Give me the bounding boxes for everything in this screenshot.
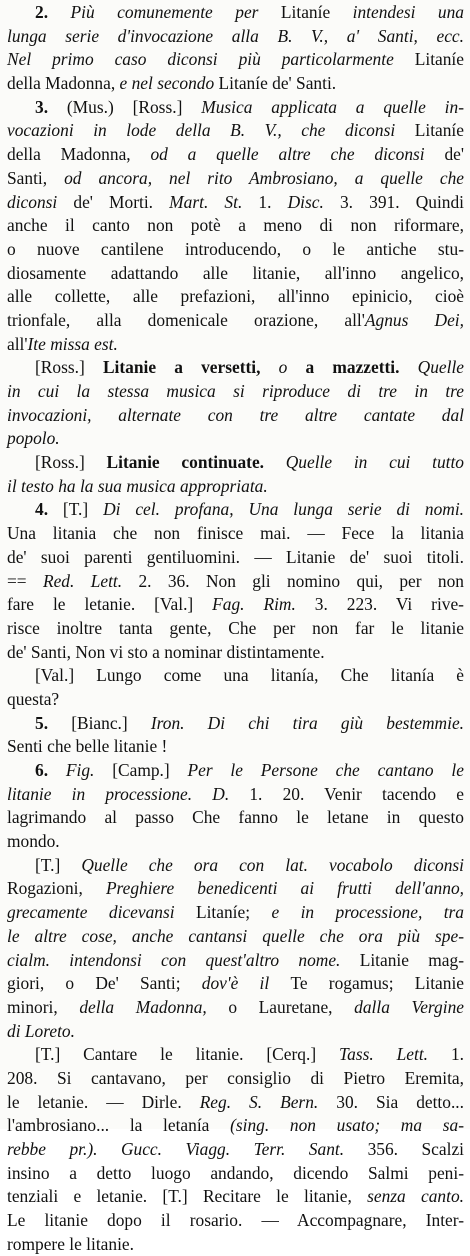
text-segment: insino a detto luogo andando, dicendo Salmi peni- bbox=[7, 1162, 464, 1183]
text-segment: lunga serie d'invocazione alla B. V., a' Santi, ecc. bbox=[7, 25, 464, 46]
text-segment: de' Morti. bbox=[73, 191, 170, 212]
text-segment: e nel secondo bbox=[119, 73, 219, 94]
text-segment: Musica applicata a quelle in- bbox=[201, 96, 464, 117]
text-line bbox=[7, 25, 464, 49]
text-line bbox=[7, 262, 464, 286]
text-segment: le altre cose, anche cantansi quelle che ora più spe- bbox=[7, 925, 464, 946]
text-segment: Tass. Lett. bbox=[339, 1044, 451, 1065]
text-line bbox=[7, 830, 464, 854]
text-segment: 3. bbox=[35, 96, 67, 117]
text-line bbox=[7, 735, 464, 759]
text-line bbox=[7, 901, 464, 925]
text-segment: vocazioni in lode della B. V., che diconsi bbox=[7, 120, 415, 141]
text-segment: Litaníe bbox=[280, 2, 353, 22]
text-segment: [Ross.] bbox=[35, 357, 103, 378]
text-segment: questa? bbox=[7, 688, 60, 709]
text-line bbox=[7, 309, 464, 333]
text-line bbox=[7, 96, 464, 120]
text-line bbox=[7, 593, 464, 617]
text-line bbox=[7, 333, 464, 357]
text-line bbox=[7, 522, 464, 546]
text-segment: 356. Scalzi bbox=[367, 1139, 464, 1159]
text-segment: o nuove cantilene introducendo, o le antiche stu- bbox=[7, 238, 464, 259]
text-segment: Quelle bbox=[417, 357, 465, 378]
text-line bbox=[7, 925, 464, 949]
text-segment: Quelle in cui tutto bbox=[285, 452, 464, 473]
text-line bbox=[7, 451, 464, 475]
text-line bbox=[7, 1, 464, 25]
text-line bbox=[7, 1209, 464, 1233]
text-line bbox=[7, 238, 464, 262]
text-line bbox=[7, 48, 464, 72]
text-segment: minori, bbox=[7, 996, 80, 1017]
text-segment: a mazzetti. bbox=[305, 357, 418, 378]
text-line bbox=[7, 972, 464, 996]
text-segment: alle collette, alle prefazioni, all'inno epinicio, cioè bbox=[7, 286, 464, 307]
text-segment: [Camp.] bbox=[112, 760, 188, 780]
text-line bbox=[7, 214, 464, 238]
text-segment: le letanie. — Dirle. bbox=[7, 1091, 200, 1112]
text-line bbox=[7, 427, 464, 451]
text-segment: [Ross.] bbox=[35, 452, 107, 473]
text-line bbox=[7, 119, 464, 143]
text-line bbox=[7, 783, 464, 807]
text-segment: mondo. bbox=[7, 831, 60, 852]
text-line bbox=[7, 877, 464, 901]
text-segment: fare le letanie. [Val.] bbox=[7, 594, 213, 615]
text-segment: Red. Lett. bbox=[42, 570, 139, 591]
text-segment: 3. 391. Quindi bbox=[339, 191, 464, 212]
text-segment: tenziali e letanie. [T.] Recitare le litanie, bbox=[7, 1186, 368, 1207]
text-segment: Litaníe bbox=[414, 120, 464, 141]
text-line bbox=[7, 1162, 464, 1186]
text-segment: Litaníe bbox=[414, 49, 464, 70]
text-segment: lagrimando al passo Che fanno le letane in questo bbox=[7, 807, 464, 828]
text-segment: Di cel. profana, Una lunga serie di nomi. bbox=[103, 499, 464, 520]
text-line bbox=[7, 1138, 464, 1162]
text-line bbox=[7, 167, 464, 191]
text-segment: Reg. S. Bern. bbox=[199, 1091, 337, 1112]
text-segment: diosamente adattando alle litanie, all'inno angelico, bbox=[7, 262, 464, 283]
text-segment: o bbox=[278, 357, 306, 378]
text-line bbox=[7, 712, 464, 736]
text-segment: Disc. bbox=[287, 191, 340, 212]
text-segment: Ite missa est. bbox=[27, 333, 118, 354]
text-line bbox=[7, 570, 464, 594]
text-segment: Senti che belle litanie ! bbox=[7, 736, 168, 757]
text-line bbox=[7, 759, 464, 783]
text-segment: 6. bbox=[35, 760, 66, 780]
text-line bbox=[7, 191, 464, 215]
text-segment: in cui la stessa musica si riproduce di tre in tre bbox=[7, 381, 464, 401]
text-segment: della Madonna, bbox=[79, 996, 229, 1017]
text-line bbox=[7, 1043, 464, 1067]
text-line bbox=[7, 688, 464, 712]
text-segment: dov'è il bbox=[201, 973, 291, 994]
text-line bbox=[7, 498, 464, 522]
text-segment: Iron. Di chi tira giù bestemmie. bbox=[150, 712, 465, 733]
text-segment: Fag. Rim. bbox=[212, 594, 315, 615]
text-segment: litanie in processione. D. bbox=[7, 783, 250, 804]
text-segment: all' bbox=[7, 333, 28, 354]
text-segment: 208. Si cantavano, per consiglio di Pietro Eremita, bbox=[7, 1067, 464, 1088]
text-line bbox=[7, 996, 464, 1020]
text-segment: Fig. bbox=[65, 760, 113, 780]
text-segment: Agnus Dei, bbox=[364, 309, 464, 330]
text-segment: [Bianc.] bbox=[71, 712, 151, 733]
text-segment: Le litanie dopo il rosario. — Accompagnare, Inter- bbox=[7, 1210, 464, 1231]
text-segment: Te rogamus; Litanie bbox=[290, 973, 465, 994]
text-segment: Mart. St. bbox=[169, 191, 259, 212]
text-line bbox=[7, 1185, 464, 1209]
text-segment: Litanie mag- bbox=[359, 949, 464, 970]
text-segment: giori, o De' Santi; bbox=[7, 973, 202, 994]
text-segment: risce inoltre tanta gente, Che per non far le litanie bbox=[7, 617, 464, 638]
text-segment: popolo. bbox=[7, 428, 60, 449]
text-segment: della Madonna, bbox=[7, 73, 120, 94]
text-segment: della Madonna, bbox=[7, 144, 151, 165]
text-segment: rebbe pr.). Gucc. Viagg. Terr. Sant. bbox=[7, 1139, 368, 1159]
text-line bbox=[7, 143, 464, 167]
text-segment: di Loreto. bbox=[7, 1020, 75, 1041]
text-segment: invocazioni, alternate con tre altre cantate dal bbox=[7, 404, 464, 425]
text-segment: Litaníe de' Santi. bbox=[218, 73, 337, 94]
text-segment: Litaníe; bbox=[195, 902, 272, 923]
text-segment: il testo ha la sua musica appropriata. bbox=[7, 475, 268, 496]
text-segment: cialm. intendonsi con quest'altro nome. bbox=[7, 949, 360, 970]
text-line bbox=[7, 1020, 464, 1044]
text-line bbox=[7, 1091, 464, 1115]
text-segment: Rogazioni, bbox=[7, 878, 106, 899]
text-line bbox=[7, 1233, 464, 1256]
text-segment: 1. bbox=[450, 1044, 464, 1065]
text-segment: 1. 20. Venir tacendo e bbox=[249, 783, 464, 804]
text-segment: de' suoi parenti gentiluomini. — Litanie de' suoi titoli. bbox=[7, 546, 464, 567]
text-segment: Una litania che non finisce mai. — Fece la litania bbox=[7, 523, 464, 544]
text-segment: 2. bbox=[35, 2, 71, 22]
text-segment: anche il canto non potè a meno di non riformare, bbox=[7, 215, 464, 236]
text-segment: Litanie a versetti, bbox=[102, 357, 279, 378]
text-segment: Più comunemente per bbox=[70, 2, 281, 22]
text-segment: l'ambrosiano... la letanía bbox=[7, 1115, 231, 1136]
text-line bbox=[7, 617, 464, 641]
text-segment: intendesi una bbox=[352, 2, 464, 22]
text-segment: o Lauretane, bbox=[228, 996, 355, 1017]
text-segment: dalla Vergine bbox=[354, 996, 464, 1017]
text-line bbox=[7, 949, 464, 973]
text-segment: [T.] bbox=[35, 854, 82, 875]
text-segment: senza canto. bbox=[367, 1186, 465, 1207]
text-line bbox=[7, 664, 464, 688]
text-segment: 5. bbox=[35, 712, 72, 733]
text-segment: de' Santi, Non vi sto a nominar distintamente. bbox=[7, 641, 325, 662]
text-line bbox=[7, 404, 464, 428]
text-line bbox=[7, 854, 464, 878]
text-segment: trionfale, alla domenicale orazione, all' bbox=[7, 309, 365, 330]
text-segment: Per le Persone che cantano le bbox=[187, 760, 464, 780]
text-line bbox=[7, 285, 464, 309]
text-segment: (Mus.) [Ross.] bbox=[66, 96, 202, 117]
text-segment: diconsi bbox=[7, 191, 74, 212]
text-segment: Preghiere benedicenti ai frutti dell'anno, bbox=[105, 878, 464, 899]
text-line bbox=[7, 546, 464, 570]
text-segment: [T.] Cantare le litanie. [Cerq.] bbox=[35, 1044, 340, 1065]
text-segment: 1. bbox=[258, 191, 288, 212]
text-line bbox=[7, 475, 464, 499]
text-line bbox=[7, 806, 464, 830]
text-segment: Quelle che ora con lat. vocabolo diconsi bbox=[81, 854, 465, 875]
text-segment: [T.] bbox=[62, 499, 104, 520]
text-segment: 4. bbox=[35, 499, 63, 520]
text-line bbox=[7, 72, 464, 96]
text-segment: (sing. non usato; ma sa- bbox=[230, 1115, 464, 1136]
text-line bbox=[7, 380, 464, 404]
text-segment: == bbox=[7, 570, 43, 591]
text-line bbox=[7, 1067, 464, 1091]
text-segment: 2. 36. Non gli nomino qui, per non bbox=[138, 570, 465, 591]
text-segment: Nel primo caso diconsi più particolarmente bbox=[7, 49, 415, 70]
text-segment: 30. Sia detto... bbox=[336, 1091, 465, 1112]
text-line bbox=[7, 1114, 464, 1138]
text-segment: od a quelle altre che diconsi bbox=[150, 144, 445, 165]
text-segment: Santi, bbox=[7, 167, 65, 188]
text-segment: grecamente dicevansi bbox=[7, 902, 196, 923]
text-line bbox=[7, 356, 464, 380]
text-segment: od ancora, nel rito Ambrosiano, a quelle che bbox=[64, 167, 464, 188]
text-line bbox=[7, 641, 464, 665]
text-segment: de' bbox=[444, 144, 465, 165]
text-segment: e in processione, tra bbox=[271, 902, 465, 923]
text-segment: 3. 223. Vi rive- bbox=[314, 594, 464, 615]
text-segment: [Val.] Lungo come una litanía, Che litanía è bbox=[35, 665, 464, 686]
text-segment: rompere le litanie. bbox=[7, 1233, 134, 1254]
text-segment: Litanie continuate. bbox=[106, 452, 286, 473]
